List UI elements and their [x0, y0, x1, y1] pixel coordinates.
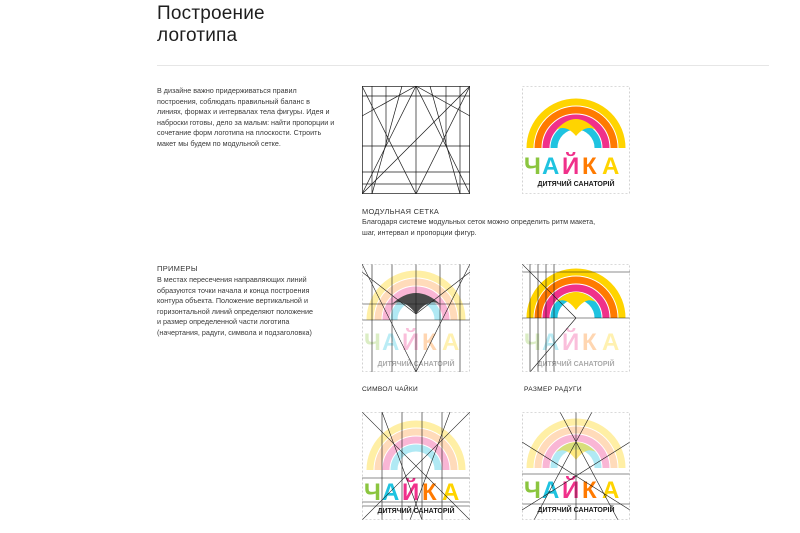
- wordmark-construction-image: [362, 412, 470, 520]
- grid-description: Благодаря системе модульных сеток можно определить ритм макета, шаг, интервал и пропорции фигур.: [362, 217, 596, 237]
- svg-text:К: К: [582, 153, 597, 180]
- svg-text:А: А: [542, 477, 560, 504]
- svg-text:Ч: Ч: [364, 479, 381, 506]
- svg-text:А: А: [602, 477, 620, 504]
- section-divider: [157, 65, 769, 66]
- svg-text:К: К: [582, 329, 597, 356]
- svg-text:Й: Й: [562, 477, 580, 504]
- rainbow-size-image: [522, 264, 630, 372]
- modular-grid-image: [362, 86, 470, 194]
- svg-text:Й: Й: [562, 329, 580, 356]
- wordmark-panel-subtitle: ДИТЯЧИЙ САНАТОРІЙ: [377, 508, 455, 515]
- seagull-panel-subtitle: ДИТЯЧИЙ САНАТОРІЙ: [377, 361, 455, 368]
- svg-text:А: А: [542, 153, 560, 180]
- svg-text:А: А: [382, 329, 400, 356]
- rainbow-caption: РАЗМЕР РАДУГИ: [524, 386, 582, 393]
- page-title-line-1: Построение: [157, 3, 265, 24]
- svg-text:Ч: Ч: [524, 329, 541, 356]
- svg-text:А: А: [442, 479, 460, 506]
- seagull-caption: СИМВОЛ ЧАЙКИ: [362, 386, 419, 393]
- logo-preview-image: [522, 86, 630, 194]
- svg-text:Й: Й: [402, 479, 420, 506]
- svg-text:А: А: [442, 329, 460, 356]
- seagull-construction-image: [362, 264, 470, 372]
- svg-text:Ч: Ч: [524, 153, 541, 180]
- svg-text:К: К: [422, 329, 437, 356]
- svg-text:К: К: [582, 477, 597, 504]
- svg-text:Ч: Ч: [364, 329, 381, 356]
- rainbow-panel-subtitle: ДИТЯЧИЙ САНАТОРІЙ: [537, 361, 615, 368]
- examples-paragraph: В местах пересечения направляющих линий образуются точки начала и конца построения контура объекта. Положение вертикальной и горизонтальной линий определяют положение и размер определенной части логотипа (начертания, радуги, символа и подзаголовка): [157, 275, 313, 337]
- svg-text:А: А: [542, 329, 560, 356]
- examples-heading: ПРИМЕРЫ: [157, 264, 198, 273]
- page-title-line-2: логотипа: [157, 25, 238, 46]
- page-title: [157, 3, 265, 47]
- intro-paragraph: В дизайне важно придерживаться правил построения, соблюдать правильный баланс в линиях, формах и интервалах тела фигуры. Идея и наброски готовы, дело за малым: найти пропорции и сочетание форм логотипа на плоскости. Строить макет мы будем по модульной сетке.: [157, 86, 335, 148]
- overall-panel-subtitle: ДИТЯЧИЙ САНАТОРІЙ: [537, 507, 615, 514]
- logo-subtitle: ДИТЯЧИЙ САНАТОРІЙ: [537, 181, 615, 188]
- svg-text:Й: Й: [562, 153, 580, 180]
- overall-construction-image: [522, 412, 630, 520]
- grid-caption: МОДУЛЬНАЯ СЕТКА: [362, 207, 440, 216]
- svg-text:Й: Й: [402, 329, 420, 356]
- svg-text:А: А: [382, 479, 400, 506]
- svg-text:К: К: [422, 479, 437, 506]
- svg-text:А: А: [602, 153, 620, 180]
- svg-text:Ч: Ч: [524, 477, 541, 504]
- svg-text:А: А: [602, 329, 620, 356]
